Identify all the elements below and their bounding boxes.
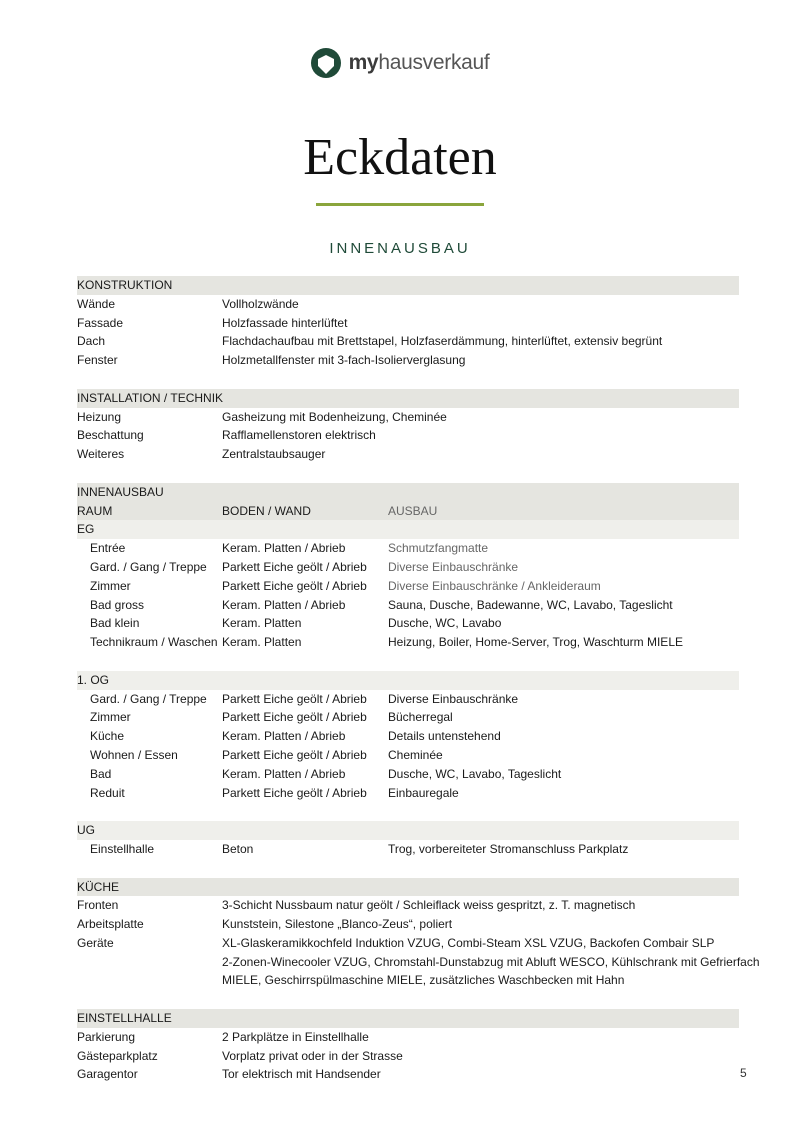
section-heading-konstruktion: KONSTRUKTION (77, 276, 739, 295)
logo (0, 48, 800, 78)
table-row: Bad gross Keram. Platten / Abrieb Sauna, Dusche, Badewanne, WC, Lavabo, Tageslicht (90, 597, 673, 612)
table-row: MIELE, Geschirrspülmaschine MIELE, zusätzliches Waschbecken mit Hahn (222, 973, 625, 988)
section-heading-einstellhalle: EINSTELLHALLE (77, 1009, 739, 1028)
table-row: Küche Keram. Platten / Abrieb Details untenstehend (90, 729, 501, 744)
section-heading-installation: INSTALLATION / TECHNIK (77, 389, 739, 408)
section-heading-kueche: KÜCHE (77, 878, 739, 897)
table-row: Wohnen / Essen Parkett Eiche geölt / Abrieb Cheminée (90, 747, 443, 762)
table-row: Geräte XL-Glaskeramikkochfeld Induktion VZUG, Combi-Steam XSL VZUG, Backofen Combair SLP (77, 935, 715, 950)
table-row: Bad Keram. Platten / Abrieb Dusche, WC, Lavabo, Tageslicht (90, 766, 562, 781)
spec-table (77, 276, 760, 1084)
title-underline (316, 203, 484, 206)
floor-label-og: 1. OG (77, 671, 739, 690)
section-subtitle: INNENAUSBAU (329, 240, 471, 257)
table-row: Fassade Holzfassade hinterlüftet (77, 315, 348, 330)
table-row: Wände Vollholzwände (77, 296, 299, 311)
column-headers: RAUM BODEN / WAND AUSBAU (77, 502, 739, 521)
page-title: Eckdaten (303, 129, 497, 186)
table-row: Gard. / Gang / Treppe Parkett Eiche geölt / Abrieb Diverse Einbauschränke (90, 691, 519, 706)
table-row: Zimmer Parkett Eiche geölt / Abrieb Diverse Einbauschränke / Ankleideraum (90, 578, 601, 593)
floor-label-ug: UG (77, 821, 739, 840)
logo-house-icon (311, 48, 341, 78)
table-row: Zimmer Parkett Eiche geölt / Abrieb Bücherregal (90, 710, 453, 725)
table-row: Technikraum / Waschen Keram. Platten Heizung, Boiler, Home-Server, Trog, Waschturm MIELE (90, 635, 683, 650)
table-row: Entrée Keram. Platten / Abrieb Schmutzfangmatte (90, 541, 489, 556)
table-row: Reduit Parkett Eiche geölt / Abrieb Einbauregale (90, 785, 459, 800)
table-row: Gästeparkplatz Vorplatz privat oder in der Strasse (77, 1048, 403, 1063)
table-row: Bad klein Keram. Platten Dusche, WC, Lavabo (90, 616, 502, 631)
page-number: 5 (740, 1066, 747, 1080)
table-row: Dach Flachdachaufbau mit Brettstapel, Holzfaserdämmung, hinterlüftet, extensiv begrünt (77, 334, 663, 349)
table-row: Fenster Holzmetallfenster mit 3-fach-Isolierverglasung (77, 353, 466, 368)
table-row: Parkierung 2 Parkplätze in Einstellhalle (77, 1029, 369, 1044)
table-row: Einstellhalle Beton Trog, vorbereiteter Stromanschluss Parkplatz (90, 841, 629, 856)
table-row: 2-Zonen-Winecooler VZUG, Chromstahl-Dunstabzug mit Abluft WESCO, Kühlschrank mit Gefrierfach (222, 954, 760, 969)
table-row: Beschattung Rafflamellenstoren elektrisch (77, 428, 376, 443)
table-row: Garagentor Tor elektrisch mit Handsender (77, 1067, 381, 1082)
logo-text: myhausverkauf (348, 51, 490, 74)
table-row: Heizung Gasheizung mit Bodenheizung, Cheminée (77, 409, 447, 424)
table-row: Gard. / Gang / Treppe Parkett Eiche geölt / Abrieb Diverse Einbauschränke (90, 559, 519, 574)
table-row: Fronten 3-Schicht Nussbaum natur geölt / Schleiflack weiss gespritzt, z. T. magnetisch (77, 898, 636, 913)
section-heading-innenausbau: INNENAUSBAU (77, 483, 739, 502)
table-row: Arbeitsplatte Kunststein, Silestone „Blanco-Zeus“, poliert (77, 917, 453, 932)
floor-label-eg: EG (77, 520, 739, 539)
table-row: Weiteres Zentralstaubsauger (77, 447, 326, 462)
